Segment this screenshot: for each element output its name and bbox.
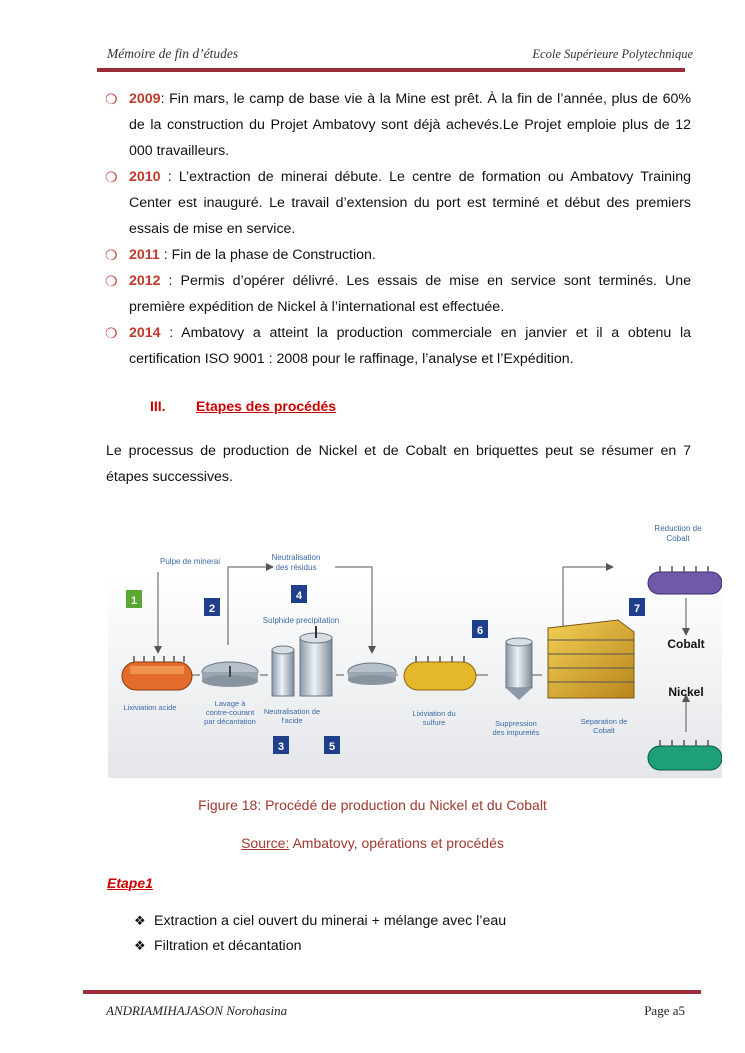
label-sulphide: Sulphide precipitation [262,616,340,625]
neutralisation-tank-1 [272,646,294,696]
step-heading: Etape1 [107,875,153,891]
step-badge-3 [273,736,289,754]
list-item: ❍ 2009: Fin mars, le camp de base vie à la Mine est prêt. À la fin de l’année, plus de 60% de la construction du Projet Ambatovy sont déjà achevés.Le Projet emploie plus de 12 000 travailleurs. [105,86,691,164]
label-separation: Separation de [580,717,628,726]
svg-text:2: 2 [208,603,216,615]
list-item: ❖ Filtration et décantation [134,938,302,954]
label-separation-2: Cobalt [593,726,615,735]
label-lixiviation-sulfure: Lixiviation du [412,709,456,718]
svg-text:7: 7 [633,603,641,615]
label-lavage: Lavage à [214,699,246,708]
neutralisation-tank-2 [300,626,332,696]
label-lavage-3: par décantation [204,717,256,726]
step-badge-7 [629,598,645,616]
step-badge-6 [472,620,488,638]
cobalt-separation-plant [548,620,634,698]
circle-bullet-icon: ❍ [105,247,118,263]
thickener-2 [348,663,396,685]
label-neutralisation-acide: Neutralisation de [263,707,321,716]
label-pulpe: Pulpe de minerai [160,557,221,566]
header-divider [97,68,685,72]
cobalt-reduction-autoclave [648,566,722,594]
diamond-bullet-icon: ❖ [134,913,146,928]
label-lixiviation-acide: Lixiviation acide [123,703,177,712]
circle-bullet-icon: ❍ [105,325,118,341]
svg-text:1: 1 [130,595,138,607]
figure-source: Source: Ambatovy, opérations et procédés [241,835,504,851]
label-neutralisation-acide-2: l'acide [281,716,303,725]
list-item: ❍ 2012 : Permis d’opérer délivré. Les essais de mise en service sont terminés. Une première expédition de Nickel à l’international est effectuée. [105,268,691,320]
list-item: ❖ Extraction a ciel ouvert du minerai + mélange avec l’eau [134,913,507,929]
step-badge-2 [204,598,220,616]
footer-page-number: Page a5 [644,1003,685,1018]
list-item: ❍ 2014 : Ambatovy a atteint la production commerciale en janvier et il a obtenu la certification ISO 9001 : 2008 pour le raffinage, l’analyse et l’Expédition. [105,320,691,372]
label-nickel: Nickel [668,685,704,699]
label-reduction: Reduction de [654,524,702,533]
label-suppression-2: des impuretés [492,728,540,737]
list-item: ❍ 2011 : Fin de la phase de Construction. [105,242,691,268]
list-item: ❍ 2010 : L’extraction de minerai débute. Le centre de formation ou Ambatovy Training Center est inauguré. Le travail d’extension du port est terminé et début des premiers essais de mise en service. [105,164,691,242]
process-diagram [108,520,722,778]
diamond-bullet-icon: ❖ [134,938,146,953]
label-lixiviation-sulfure-2: sulfure [422,718,446,727]
svg-text:4: 4 [295,590,303,602]
section-heading: III. Etapes des procédés [150,398,337,414]
svg-text:5: 5 [328,741,336,753]
label-neutralisation-residus: Neutralisation [271,553,321,562]
footer-divider [83,990,701,994]
label-suppression: Suppression [495,719,537,728]
footer-author: ANDRIAMIHAJASON Norohasina [106,1003,288,1018]
step-badge-4 [291,585,307,603]
circle-bullet-icon: ❍ [105,169,118,185]
intro-paragraph: Le processus de production de Nickel et de Cobalt en briquettes peut se résumer en 7 étapes successives. [106,443,691,485]
svg-text:6: 6 [476,625,484,637]
step-badge-5 [324,736,340,754]
label-lavage-2: contre-courant [205,708,255,717]
figure-caption: Figure 18: Procédé de production du Nickel et du Cobalt [198,797,547,813]
thickener-1 [202,662,258,687]
step-badge-1 [126,590,142,608]
header-left: Mémoire de fin d’études [107,46,239,61]
circle-bullet-icon: ❍ [105,91,118,107]
label-neutralisation-residus-2: des résidus [275,563,317,572]
timeline-list [105,86,691,372]
label-reduction-2: Cobalt [666,534,690,543]
svg-text:3: 3 [277,741,285,753]
header-right: Ecole Supérieure Polytechnique [532,47,693,61]
label-cobalt: Cobalt [667,637,705,651]
circle-bullet-icon: ❍ [105,273,118,289]
impurity-removal-tank [506,638,532,700]
